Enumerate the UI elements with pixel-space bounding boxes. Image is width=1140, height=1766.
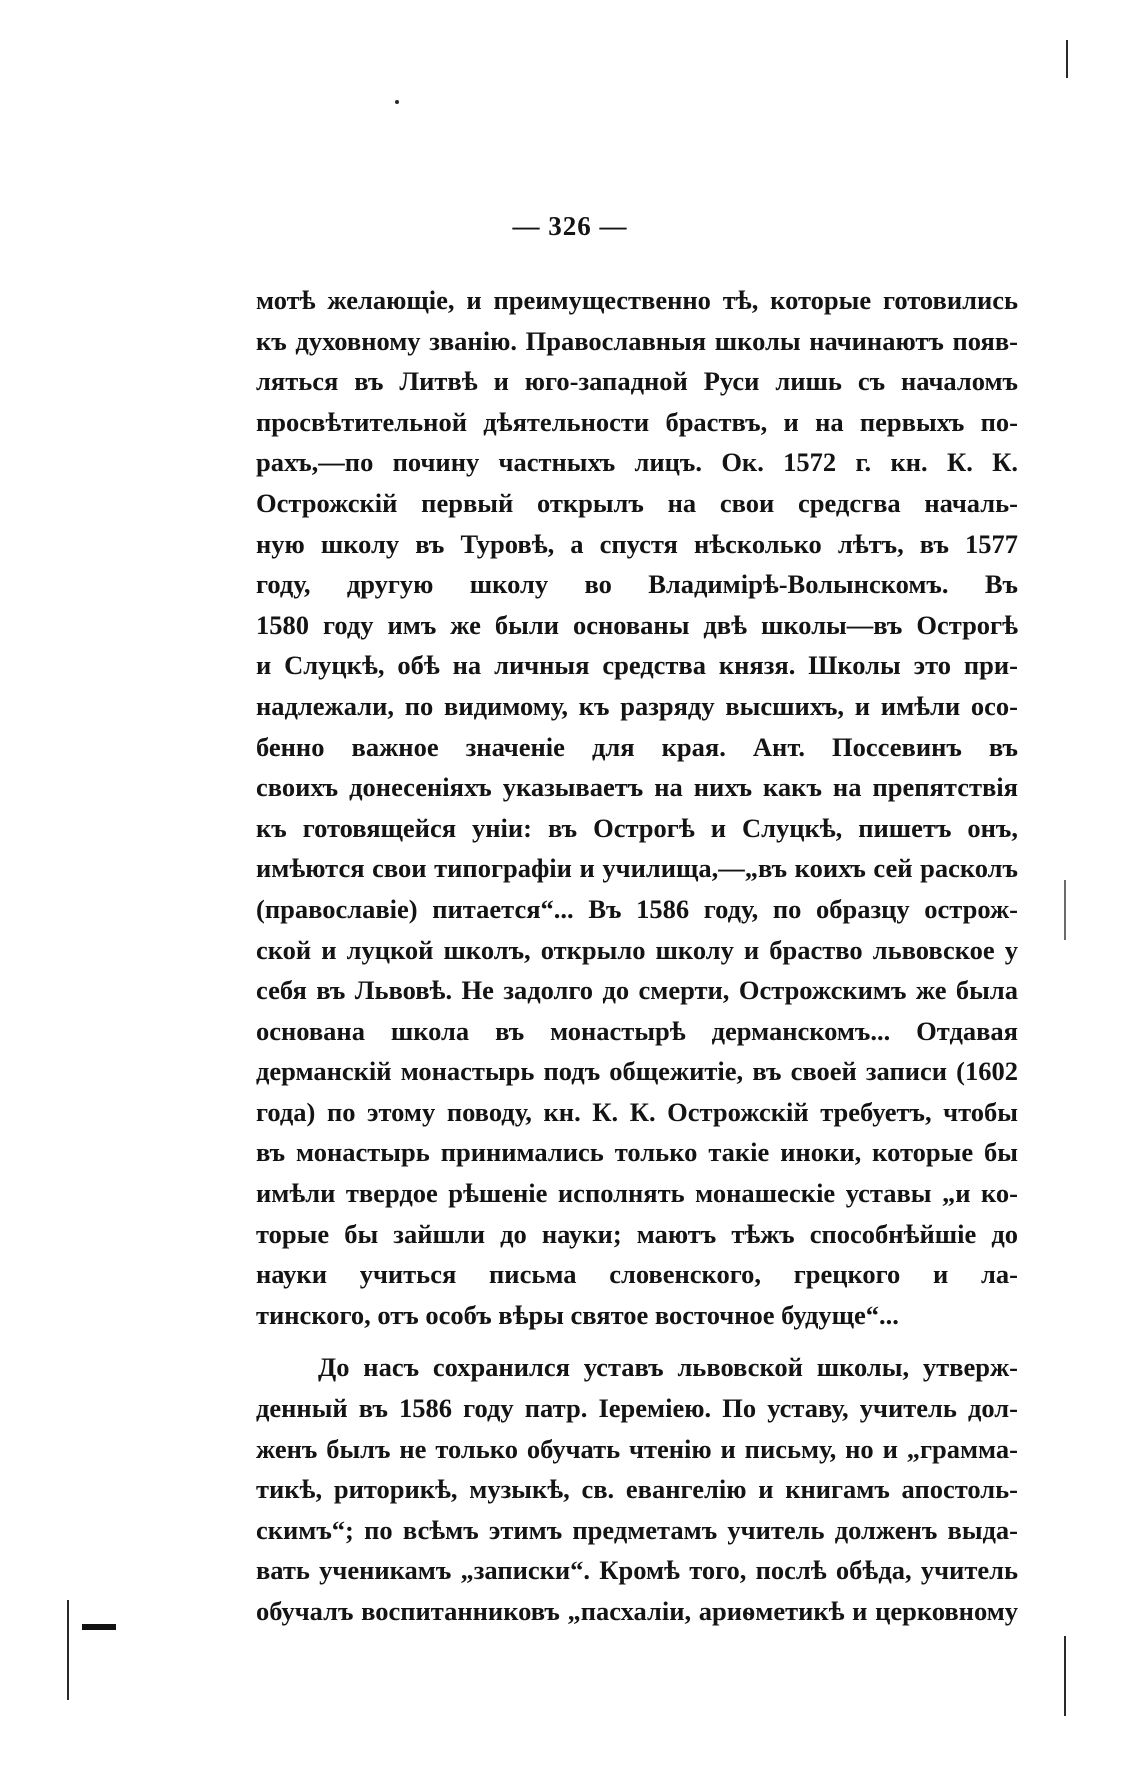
text-line: денный въ 1586 году патр. Іереміею. По уставу, учитель дол-: [256, 1393, 1018, 1424]
text-line: вать ученикамъ „записки“. Кромѣ того, послѣ обѣда, учитель: [256, 1555, 1018, 1586]
text-line: своихъ донесеніяхъ указываетъ на нихъ какъ на препятствія: [256, 772, 1018, 803]
text-line: къ духовному званію. Православныя школы начинаютъ появ-: [256, 325, 1018, 356]
scan-speck: [395, 100, 399, 104]
text-line: науки учиться письма словенского, грецкого и ла-: [256, 1259, 1018, 1290]
text-line: ляться въ Литвѣ и юго-западной Руси лишь съ началомъ: [256, 366, 1018, 397]
scan-edge-mark: [82, 1624, 116, 1630]
scan-edge-mark: [67, 1600, 69, 1700]
text-line: ской и луцкой школъ, открыло школу и браство львовское у: [256, 934, 1018, 965]
text-line: обучалъ воспитанниковъ „пасхаліи, ариѳметикѣ и церковному: [256, 1596, 1018, 1626]
text-line: тикѣ, риторикѣ, музыкѣ, св. евангелію и книгамъ апостоль-: [256, 1474, 1018, 1505]
scan-edge-mark: [1064, 1636, 1066, 1716]
scan-edge-mark: [1064, 880, 1066, 940]
paragraph-2: [256, 1347, 1018, 1631]
text-line: 1580 году имъ же были основаны двѣ школы—въ Острогѣ: [256, 609, 1018, 640]
text-line: года) по этому поводу, кн. К. К. Острожскій требуетъ, чтобы: [256, 1096, 1018, 1127]
page-number: — 326 —: [512, 211, 628, 241]
text-line: основана школа въ монастырѣ дерманскомъ... Отдавая: [256, 1015, 1018, 1046]
text-line: мотѣ желающіе, и преимущественно тѣ, которые готовились: [256, 285, 1018, 315]
text-line: женъ былъ не только обучать чтенію и письму, но и „грамма-: [256, 1433, 1018, 1464]
text-line: рахъ,—по почину частныхъ лицъ. Ок. 1572 г. кн. К. К.: [256, 447, 1018, 478]
text-line: надлежали, по видимому, къ разряду высшихъ, и имѣли осо-: [256, 690, 1018, 721]
text-line: Острожскій первый открылъ на свои средсгва началь-: [256, 487, 1018, 518]
text-line: дерманскій монастырь подъ общежитіе, въ своей записи (1602: [256, 1056, 1018, 1087]
text-line: (православіе) питается“... Въ 1586 году, по образцу острож-: [256, 893, 1018, 924]
body-text: [256, 280, 1018, 1632]
paragraph-gap: [256, 1335, 1018, 1347]
text-line: просвѣтительной дѣятельности браствъ, и на первыхъ по-: [256, 406, 1018, 437]
text-line: и Слуцкѣ, обѣ на личныя средства князя. Школы это при-: [256, 650, 1018, 681]
paragraph-1: [256, 280, 1018, 1335]
text-line: ную школу въ Туровѣ, а спустя нѣсколько лѣтъ, въ 1577: [256, 528, 1018, 559]
text-line: скимъ“; по всѣмъ этимъ предметамъ учитель долженъ выда-: [256, 1514, 1018, 1545]
text-line: тинского, отъ особъ вѣры святое восточное будуще“...: [256, 1299, 899, 1330]
text-line: торые бы зайшли до науки; маютъ тѣжъ способнѣйшіе до: [256, 1218, 1018, 1249]
text-line: бенно важное значеніе для края. Ант. Поссевинъ въ: [256, 731, 1018, 762]
text-line: году, другую школу во Владимірѣ-Волынскомъ. Въ: [256, 569, 1018, 600]
text-line: До насъ сохранился уставъ львовской школы, утверж-: [318, 1352, 1018, 1383]
text-line: въ монастырь принимались только такіе иноки, которые бы: [256, 1137, 1018, 1168]
scan-edge-mark: [1066, 40, 1068, 78]
text-line: себя въ Львовѣ. Не задолго до смерти, Острожскимъ же была: [256, 975, 1018, 1006]
text-line: имѣются свои типографіи и училища,—„въ коихъ сей расколъ: [256, 853, 1018, 884]
text-line: къ готовящейся уніи: въ Острогѣ и Слуцкѣ, пишетъ онъ,: [256, 812, 1018, 843]
text-line: имѣли твердое рѣшеніе исполнять монашескіе уставы „и ко-: [256, 1178, 1018, 1209]
